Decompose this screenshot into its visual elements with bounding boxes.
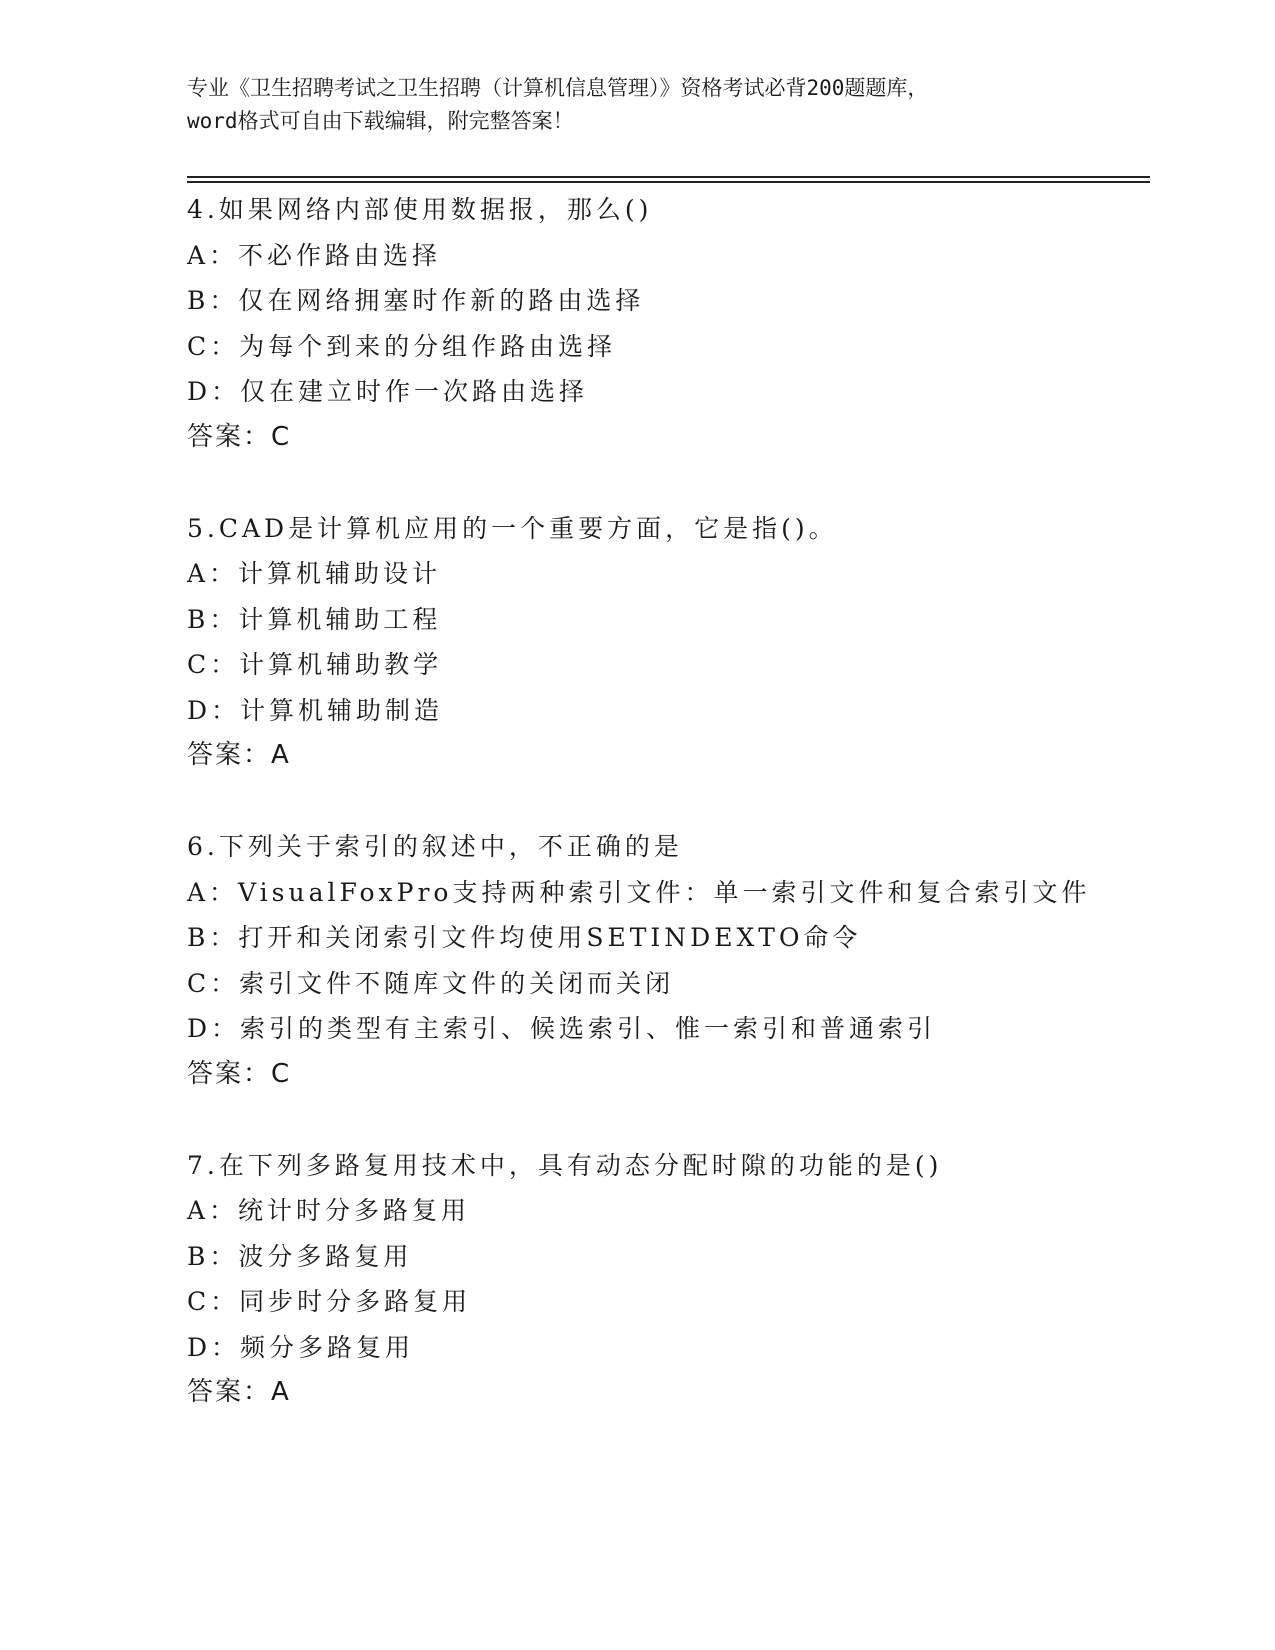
header-divider-bottom: [187, 181, 1150, 183]
answer: 答案：C: [187, 421, 292, 452]
question-stem: 4.如果网络内部使用数据报，那么(): [187, 195, 653, 224]
option-a: A：VisualFoxPro支持两种索引文件：单一索引文件和复合索引文件: [187, 877, 1091, 907]
spacer: [187, 779, 1147, 825]
option-d: D：索引的类型有主索引、候选索引、惟一索引和普通索引: [187, 1014, 937, 1043]
question-7: [187, 1143, 1147, 1416]
option-d: D：计算机辅助制造: [187, 695, 444, 725]
document-header: [187, 72, 1087, 138]
option-c: C：计算机辅助教学: [187, 650, 443, 679]
option-b: B：波分多路复用: [187, 1241, 413, 1271]
option-b: B：打开和关闭索引文件均使用SETINDEXTO命令: [187, 923, 862, 952]
option-d: D：仅在建立时作一次路由选择: [187, 377, 589, 406]
option-c: C：索引文件不随库文件的关闭而关闭: [187, 968, 675, 998]
spacer: [187, 1097, 1147, 1143]
question-stem: 5.CAD是计算机应用的一个重要方面，它是指()。: [187, 513, 838, 543]
spacer: [187, 460, 1147, 506]
question-stem: 7.在下列多路复用技术中，具有动态分配时隙的功能的是(): [187, 1150, 943, 1180]
option-b: B：仅在网络拥塞时作新的路由选择: [187, 286, 645, 315]
option-b: B：计算机辅助工程: [187, 604, 442, 634]
option-d: D：频分多路复用: [187, 1332, 415, 1362]
question-6: [187, 824, 1147, 1143]
question-4: [187, 187, 1147, 506]
header-line-1: 专业《卫生招聘考试之卫生招聘（计算机信息管理）》资格考试必背200题题库，: [187, 76, 929, 100]
header-divider-top: [187, 176, 1150, 178]
option-a: A：统计时分多路复用: [187, 1196, 471, 1225]
option-a: A：计算机辅助设计: [187, 559, 442, 588]
option-c: C：为每个到来的分组作路由选择: [187, 331, 617, 361]
answer: 答案：A: [187, 1377, 291, 1407]
header-line-2: word格式可自由下载编辑，附完整答案！: [187, 109, 574, 133]
option-a: A：不必作路由选择: [187, 240, 442, 270]
question-5: [187, 506, 1147, 825]
question-stem: 6.下列关于索引的叙述中，不正确的是: [187, 832, 683, 861]
answer: 答案：C: [187, 1058, 292, 1089]
answer: 答案：A: [187, 740, 291, 770]
question-list: [187, 187, 1147, 1416]
option-c: C：同步时分多路复用: [187, 1287, 472, 1316]
